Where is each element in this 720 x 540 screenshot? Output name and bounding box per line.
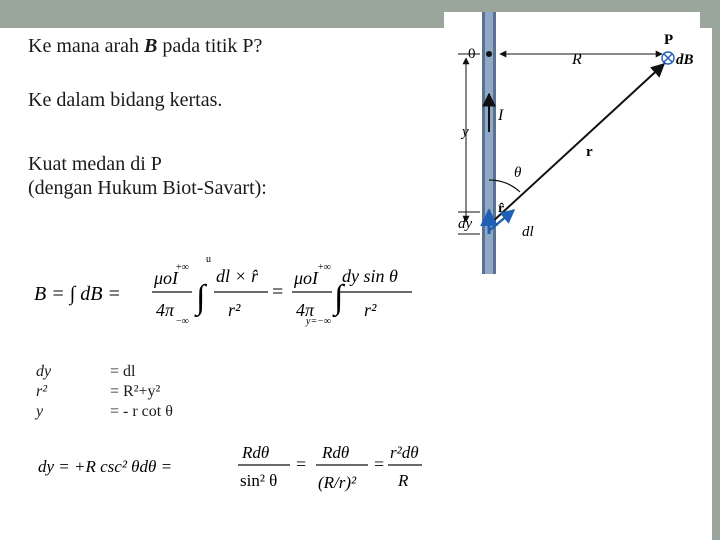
R-label: R xyxy=(572,51,582,68)
rhat-label: r̂ xyxy=(498,201,505,216)
y-label: y xyxy=(462,124,469,140)
integral1-upper: +∞ xyxy=(176,262,189,273)
question-text: Ke mana arah B pada titik P? xyxy=(28,35,263,57)
term1-numerator: μoI xyxy=(154,268,179,288)
dB-label: dB xyxy=(676,52,694,68)
definition-rhs: = dl xyxy=(110,363,136,380)
bottom-equals-2: = xyxy=(374,454,385,474)
field-label-line1: Kuat medan di P xyxy=(28,153,162,175)
origin-label: 0 xyxy=(468,46,476,62)
P-label: P xyxy=(664,32,674,48)
bottom-lhs: dy = +R csc² θdθ = xyxy=(38,457,173,476)
definition-rhs: = - r cot θ xyxy=(110,403,173,420)
integral2-upper: +∞ xyxy=(318,262,331,273)
field-label-line2: (dengan Hukum Biot-Savart): xyxy=(28,177,267,199)
origin-dot xyxy=(486,51,492,57)
term2-numerator: μoI xyxy=(294,268,319,288)
definition-lhs: y xyxy=(36,403,44,420)
right-accent-bar xyxy=(712,0,720,540)
r-vector xyxy=(490,64,664,224)
definition-rhs: = R²+y² xyxy=(110,383,161,400)
frac2-denominator: (R/r)² xyxy=(318,473,357,492)
integral1-marker: u xyxy=(206,254,211,265)
frac3-denominator: R xyxy=(398,471,409,490)
term1-integrand-num: dl × r̂ xyxy=(216,266,259,286)
equation-equals: = xyxy=(272,281,284,303)
I-label: I xyxy=(498,107,504,124)
frac1-numerator: Rdθ xyxy=(242,443,270,462)
frac3-numerator: r²dθ xyxy=(390,443,419,462)
definition-lhs: r² xyxy=(36,383,48,400)
term2-denominator: 4π xyxy=(296,300,315,320)
term2-integrand-num: dy sin θ xyxy=(342,266,398,286)
dl-label: dl xyxy=(522,224,534,240)
term2-integrand-den: r² xyxy=(364,300,377,320)
integral1-lower: −∞ xyxy=(176,316,189,327)
integral2-lower: y=−∞ xyxy=(306,316,332,327)
term1-integrand-den: r² xyxy=(228,300,241,320)
integral1-sign: ∫ xyxy=(196,279,206,316)
theta-label: θ xyxy=(514,165,522,181)
main-equation xyxy=(28,250,428,330)
equation-lhs: B = ∫ dB = xyxy=(34,283,121,305)
frac2-numerator: Rdθ xyxy=(322,443,350,462)
answer-text: Ke dalam bidang kertas. xyxy=(28,89,223,111)
integral2-sign: ∫ xyxy=(334,279,344,316)
r-label: r xyxy=(586,144,593,160)
frac1-denominator: sin² θ xyxy=(240,471,278,490)
bottom-equation xyxy=(34,440,424,496)
wire-figure xyxy=(444,12,700,274)
bottom-equals-1: = xyxy=(296,454,307,474)
term1-denominator: 4π xyxy=(156,300,175,320)
definition-lhs: dy xyxy=(36,363,52,380)
dy-label: dy xyxy=(458,216,473,232)
